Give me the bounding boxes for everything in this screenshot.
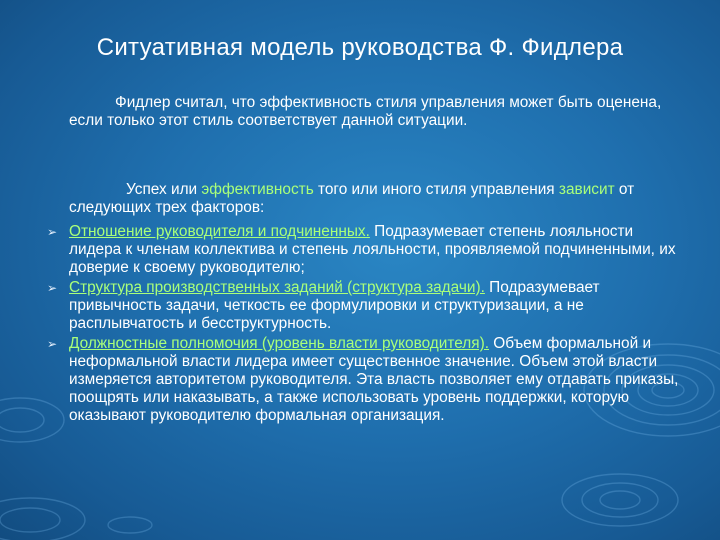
factors-lead-paragraph: [69, 181, 669, 217]
factor-description: Подразумевает степень лояльности лидера к членам коллектива и степень лояльности, проявляемой подчиненными, их доверие к своему руководителю;: [69, 223, 676, 276]
intro-paragraph: Фидлер считал, что эффективность стиля управления может быть оценена, если только этот стиль соответствует данной ситуации.: [69, 94, 662, 129]
arrow-bullet-icon: ➢: [47, 225, 58, 239]
factor-item-task-structure: [47, 279, 679, 333]
factor-description: Объем формальной и неформальной власти лидера имеет существенное значение. Объем этой власти измеряется авторитетом руководителя. Эта власть позволяет ему отдавать приказы, поощрять или наказывать, а также использовать уровень поддержки, которую оказывают руководителю формальная организация.: [69, 335, 679, 424]
arrow-bullet-icon: ➢: [47, 281, 58, 295]
factors-list: [47, 223, 679, 425]
lead-text-part: от следующих трех факторов:: [69, 181, 635, 216]
factor-label: Отношение руководителя и подчиненных.: [69, 223, 370, 240]
slide-title: Ситуативная модель руководства Ф. Фидлера: [96, 34, 624, 61]
factor-label: Структура производственных заданий (структура задачи).: [69, 279, 485, 296]
lead-highlight-effectiveness: эффективность: [201, 181, 314, 198]
factor-label: Должностные полномочия (уровень власти руководителя).: [69, 335, 490, 352]
factor-item-position-power: [47, 335, 679, 425]
arrow-bullet-icon: ➢: [47, 337, 58, 351]
lead-text-part: Успех или: [126, 181, 202, 198]
factor-item-relations: [47, 223, 679, 277]
lead-text-part: того или иного стиля управления: [313, 181, 559, 198]
factor-description: Подразумевает привычность задачи, четкость ее формулировки и структуризации, а не расплывчатость и бесструктурность.: [69, 279, 600, 332]
lead-highlight-depends: зависит: [558, 181, 615, 198]
